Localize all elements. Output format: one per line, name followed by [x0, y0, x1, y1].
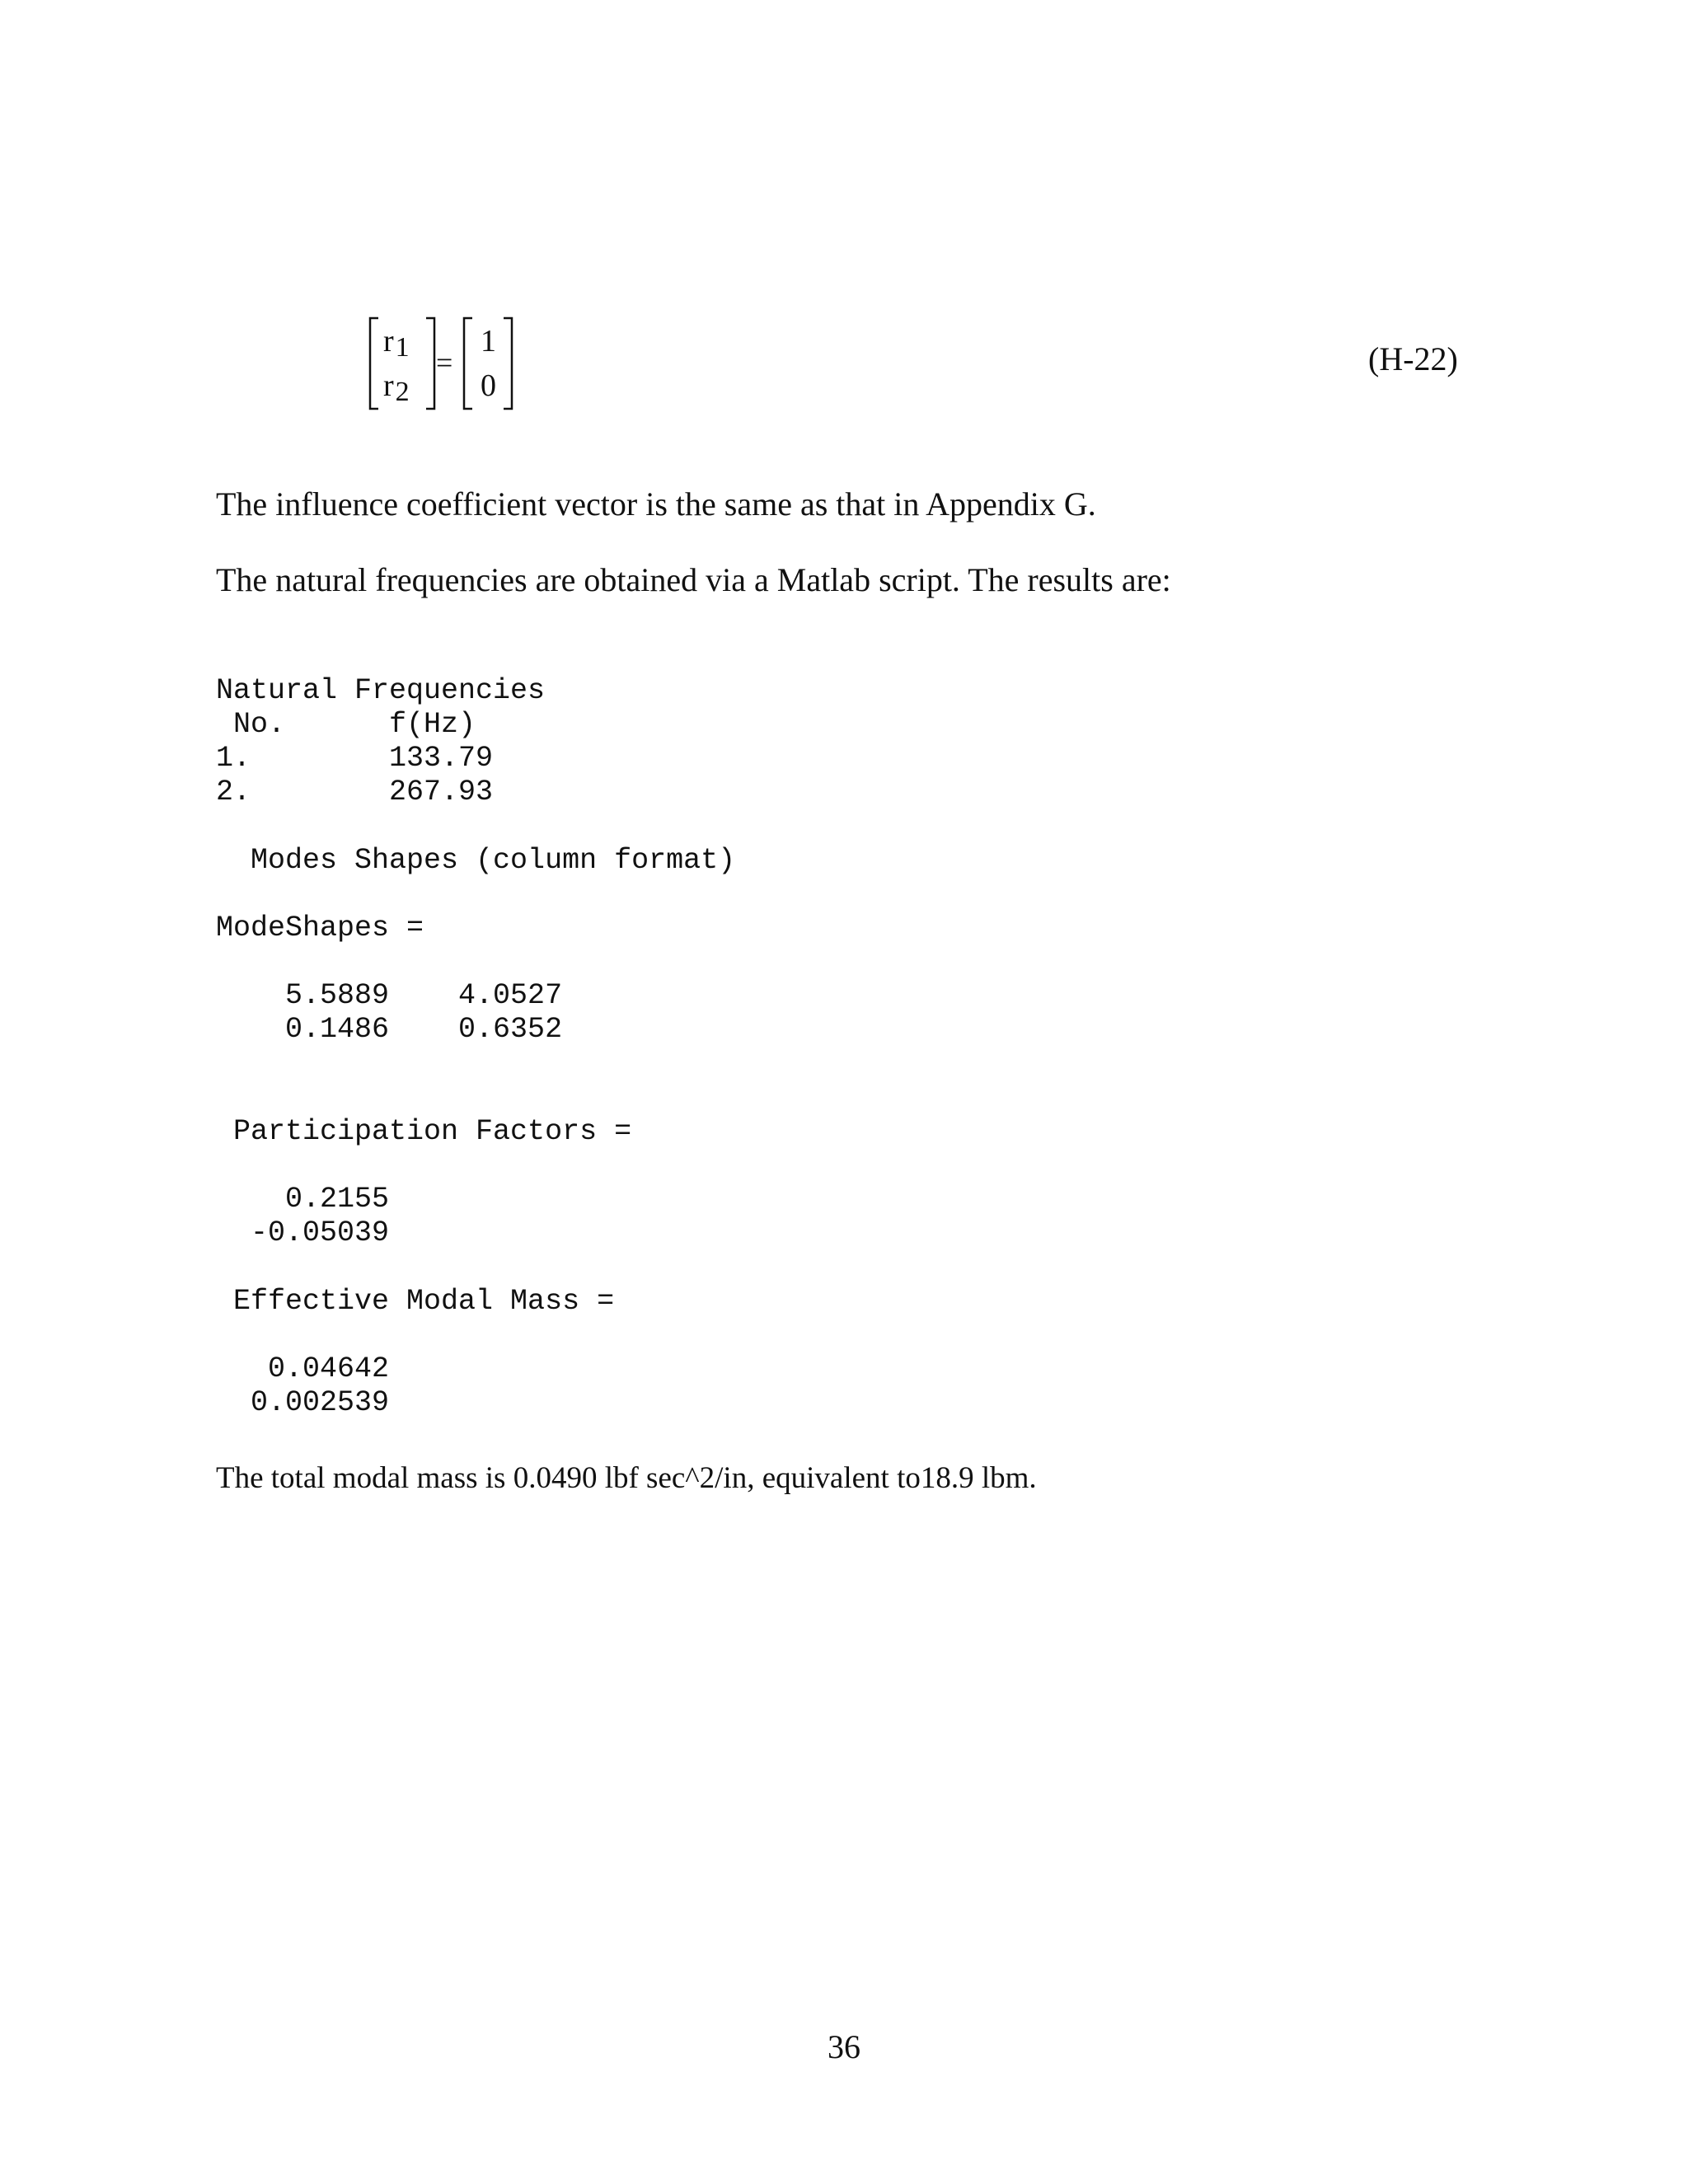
effective-mass-row: 0.002539 [216, 1386, 390, 1419]
lhs-top-entry: r1 [383, 324, 410, 363]
natural-frequencies-paragraph: The natural frequencies are obtained via a Matlab script. The results are: [216, 561, 1171, 598]
participation-factors-label: Participation Factors = [216, 1115, 632, 1148]
modeshapes-row: 5.5889 4.0527 [216, 979, 563, 1012]
participation-row: -0.05039 [216, 1216, 390, 1249]
rhs-bottom-entry: 0 [481, 368, 496, 403]
frequencies-header: Natural Frequencies [216, 674, 546, 707]
rhs-top-entry: 1 [481, 324, 496, 359]
vector-equation-graphic [367, 315, 532, 414]
modeshapes-row: 0.1486 0.6352 [216, 1013, 563, 1046]
equals-sign: = [436, 346, 453, 379]
equation-number: (H-22) [1368, 340, 1458, 377]
total-modal-mass-paragraph: The total modal mass is 0.0490 lbf sec^2/in, equivalent to18.9 lbm. [216, 1461, 1037, 1495]
effective-mass-row: 0.04642 [216, 1352, 390, 1385]
participation-row: 0.2155 [216, 1183, 390, 1216]
left-bracket-close [426, 318, 434, 409]
page-number: 36 [828, 2028, 860, 2065]
frequency-row: 1. 133.79 [216, 742, 494, 775]
right-bracket-open [464, 318, 472, 409]
right-bracket-close [504, 318, 512, 409]
influence-paragraph: The influence coefficient vector is the same as that in Appendix G. [216, 485, 1096, 523]
modeshapes-label: ModeShapes = [216, 912, 424, 944]
effective-modal-mass-label: Effective Modal Mass = [216, 1285, 615, 1318]
frequencies-columns: No. f(Hz) [216, 708, 476, 741]
left-bracket-open [370, 318, 378, 409]
vector-equation [367, 315, 532, 414]
frequency-row: 2. 267.93 [216, 776, 494, 808]
mode-shapes-caption: Modes Shapes (column format) [216, 844, 736, 877]
lhs-bottom-entry: r2 [383, 368, 410, 407]
